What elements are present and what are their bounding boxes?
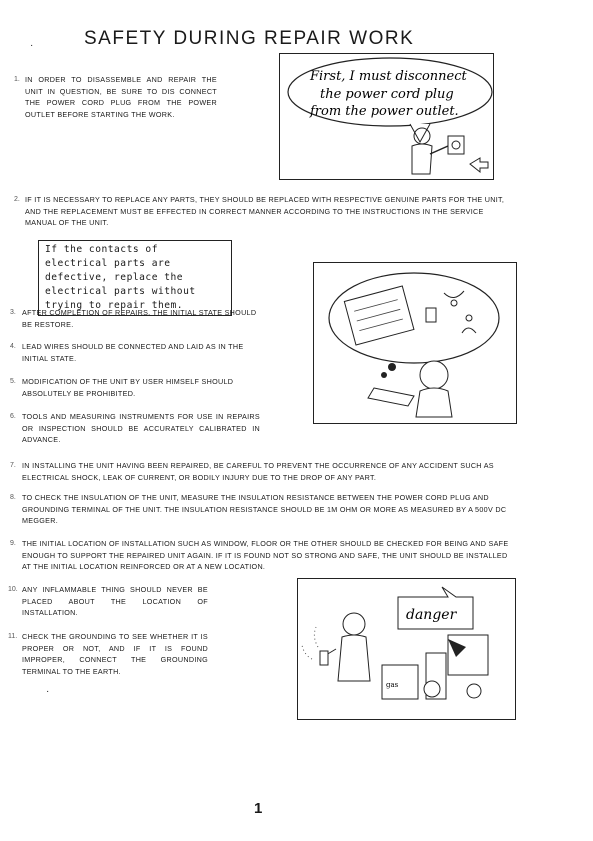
item-number: 8. <box>10 494 16 501</box>
electrical-parts-drawing <box>314 263 516 423</box>
speech-line-3: from the power outlet. <box>310 104 459 119</box>
item-number: 1. <box>14 76 20 83</box>
illustration-electrical-parts <box>313 262 517 424</box>
disconnect-plug-drawing <box>280 54 493 179</box>
item-7-text: IN INSTALLING THE UNIT HAVING BEEN REPAIRED, BE CAREFUL TO PREVENT THE OCCURRENCE OF ANY ACCIDENT SUCH AS ELECTRICAL SHOCK, LEAK OF CURRENT, OR BODILY INJURY DUE TO THE DROP OF ANY PART. <box>22 461 494 482</box>
stray-mark: · <box>46 686 50 697</box>
item-8-text: TO CHECK THE INSULATION OF THE UNIT, MEASURE THE INSULATION RESISTANCE BETWEEN THE POWER CORD PLUG AND GROUNDING TERMINAL OF THE UNIT. THE INSULATION RESISTANCE SHOULD BE 1M OHM OR MORE AS MEASURED BY A 500V DC MEGGER. <box>22 493 507 525</box>
item-number: 4. <box>10 343 16 350</box>
item-number: 10. <box>8 586 18 593</box>
item-number: 7. <box>10 462 16 469</box>
page-number: 1 <box>254 800 263 817</box>
item-9-text: THE INITIAL LOCATION OF INSTALLATION SUCH AS WINDOW, FLOOR OR THE OTHER SHOULD BE CHECKED FOR BEING AND SAFE ENOUGH TO SUPPORT THE REPAIRED UNIT AGAIN. IF IT IS FOUND NOT SO STRONG AND SAFE, THE UNIT SHOULD BE INSTALLED AT THE INITIAL LOCATION REINFORCED OR AT A NEW LOCATION. <box>22 539 509 571</box>
item-2-text: IF IT IS NECESSARY TO REPLACE ANY PARTS, THEY SHOULD BE REPLACED WITH RESPECTIVE GENUINE PARTS FOR THE UNIT, AND THE REPLACEMENT MUST BE EFFECTED IN CORRECT MANNER ACCORDING TO THE INSTRUCTIONS IN THE SERVICE MANUAL OF THE UNIT. <box>25 195 505 227</box>
item-4-text: LEAD WIRES SHOULD BE CONNECTED AND LAID AS IN THE INITIAL STATE. <box>22 342 244 363</box>
item-number: 11. <box>8 633 18 640</box>
item-5-text: MODIFICATION OF THE UNIT BY USER HIMSELF SHOULD ABSOLUTELY BE PROHIBITED. <box>22 377 234 398</box>
gas-can-label: gas <box>386 681 399 689</box>
speech-line-2: the power cord plug <box>320 87 454 102</box>
callout-box: If the contacts of electrical parts are defective, replace the electrical parts without trying to repair them. <box>38 240 232 316</box>
item-number: 9. <box>10 540 16 547</box>
item-11-text: CHECK THE GROUNDING TO SEE WHETHER IT IS PROPER OR NOT, AND IF IT IS FOUND IMPROPER, CONNECT THE GROUNDING TERMINAL TO THE EARTH. <box>22 632 208 676</box>
danger-drawing <box>298 579 515 719</box>
item-number: 6. <box>10 413 16 420</box>
item-number: 2. <box>14 196 20 203</box>
page-title: SAFETY DURING REPAIR WORK <box>84 28 415 49</box>
speech-line-1: First, I must disconnect <box>310 69 467 84</box>
item-number: 5. <box>10 378 16 385</box>
illustration-disconnect-plug <box>279 53 494 180</box>
danger-sign-text: danger <box>406 607 457 623</box>
item-3-text: AFTER COMPLETION OF REPAIRS, THE INITIAL STATE SHOULD BE RESTORE. <box>22 308 257 329</box>
item-number: 3. <box>10 309 16 316</box>
item-1-text: IN ORDER TO DISASSEMBLE AND REPAIR THE UNIT IN QUESTION, BE SURE TO DIS CONNECT THE POWER CORD PLUG FROM THE POWER OUTLET BEFORE STARTING THE WORK. <box>25 75 217 119</box>
item-10-text: ANY INFLAMMABLE THING SHOULD NEVER BE PLACED ABOUT THE LOCATION OF INSTALLATION. <box>22 585 208 617</box>
stray-mark: · <box>30 40 34 51</box>
illustration-danger <box>297 578 516 720</box>
item-6-text: TOOLS AND MEASURING INSTRUMENTS FOR USE IN REPAIRS OR INSPECTION SHOULD BE ACCURATELY CALIBRATED IN ADVANCE. <box>22 412 260 444</box>
